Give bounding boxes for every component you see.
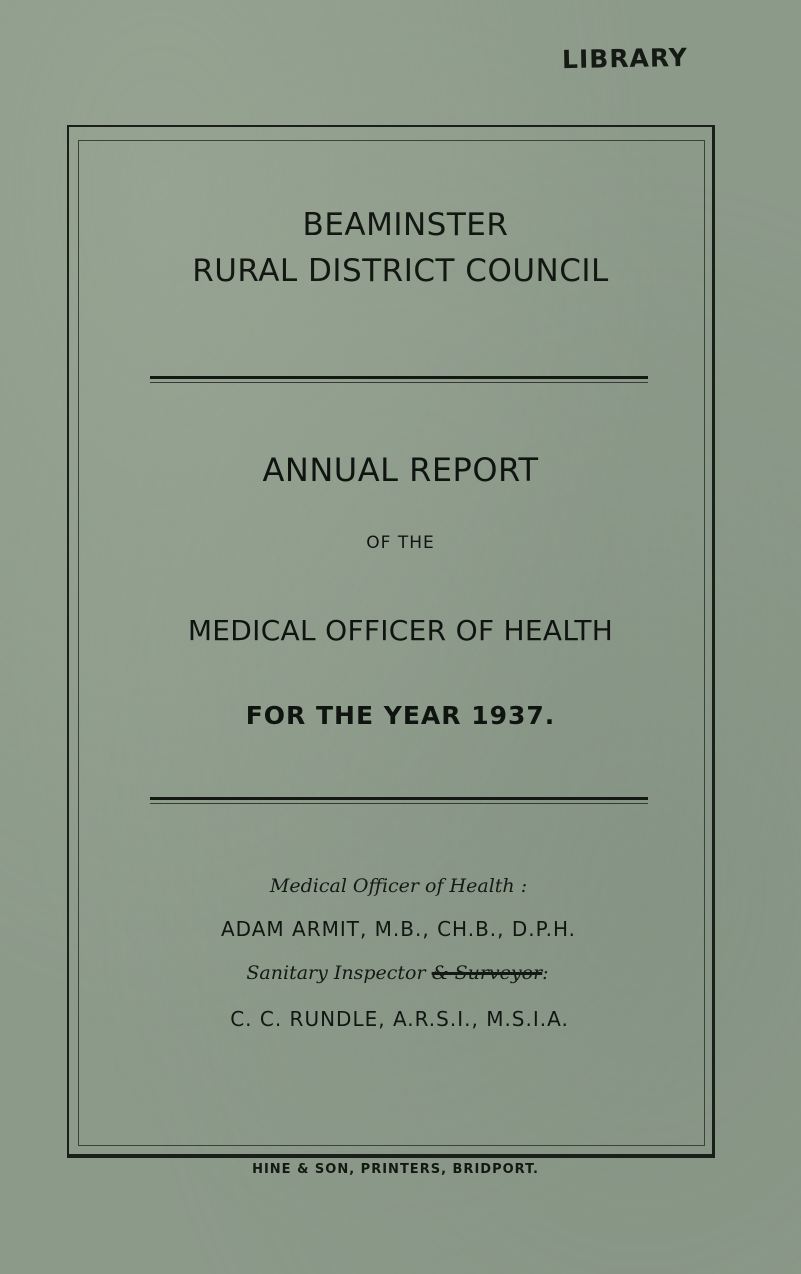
struck-out-surveyor: & Surveyor (431, 962, 543, 984)
report-title: ANNUAL REPORT (262, 451, 539, 489)
council-name-line-1: BEAMINSTER (302, 207, 509, 243)
report-officer: MEDICAL OFFICER OF HEALTH (187, 614, 614, 647)
library-stamp: LIBRARY (561, 42, 689, 75)
sanitary-inspector-label: Sanitary Inspector (246, 962, 426, 984)
sanitary-inspector-name: C. C. RUNDLE, A.R.S.I., M.S.I.A. (230, 1007, 569, 1031)
council-name-line-2: RURAL DISTRICT COUNCIL (192, 253, 609, 289)
report-of-the: OF THE (366, 533, 435, 553)
label-colon: : (542, 962, 549, 984)
bottom-divider (150, 797, 648, 804)
sanitary-inspector-label-line (0, 962, 798, 984)
printer-imprint: HINE & SON, PRINTERS, BRIDPORT. (252, 1162, 539, 1177)
medical-officer-name: ADAM ARMIT, M.B., CH.B., D.P.H. (220, 917, 576, 941)
top-divider (150, 376, 648, 383)
report-year: FOR THE YEAR 1937. (245, 701, 556, 730)
medical-officer-label: Medical Officer of Health : (269, 875, 528, 897)
